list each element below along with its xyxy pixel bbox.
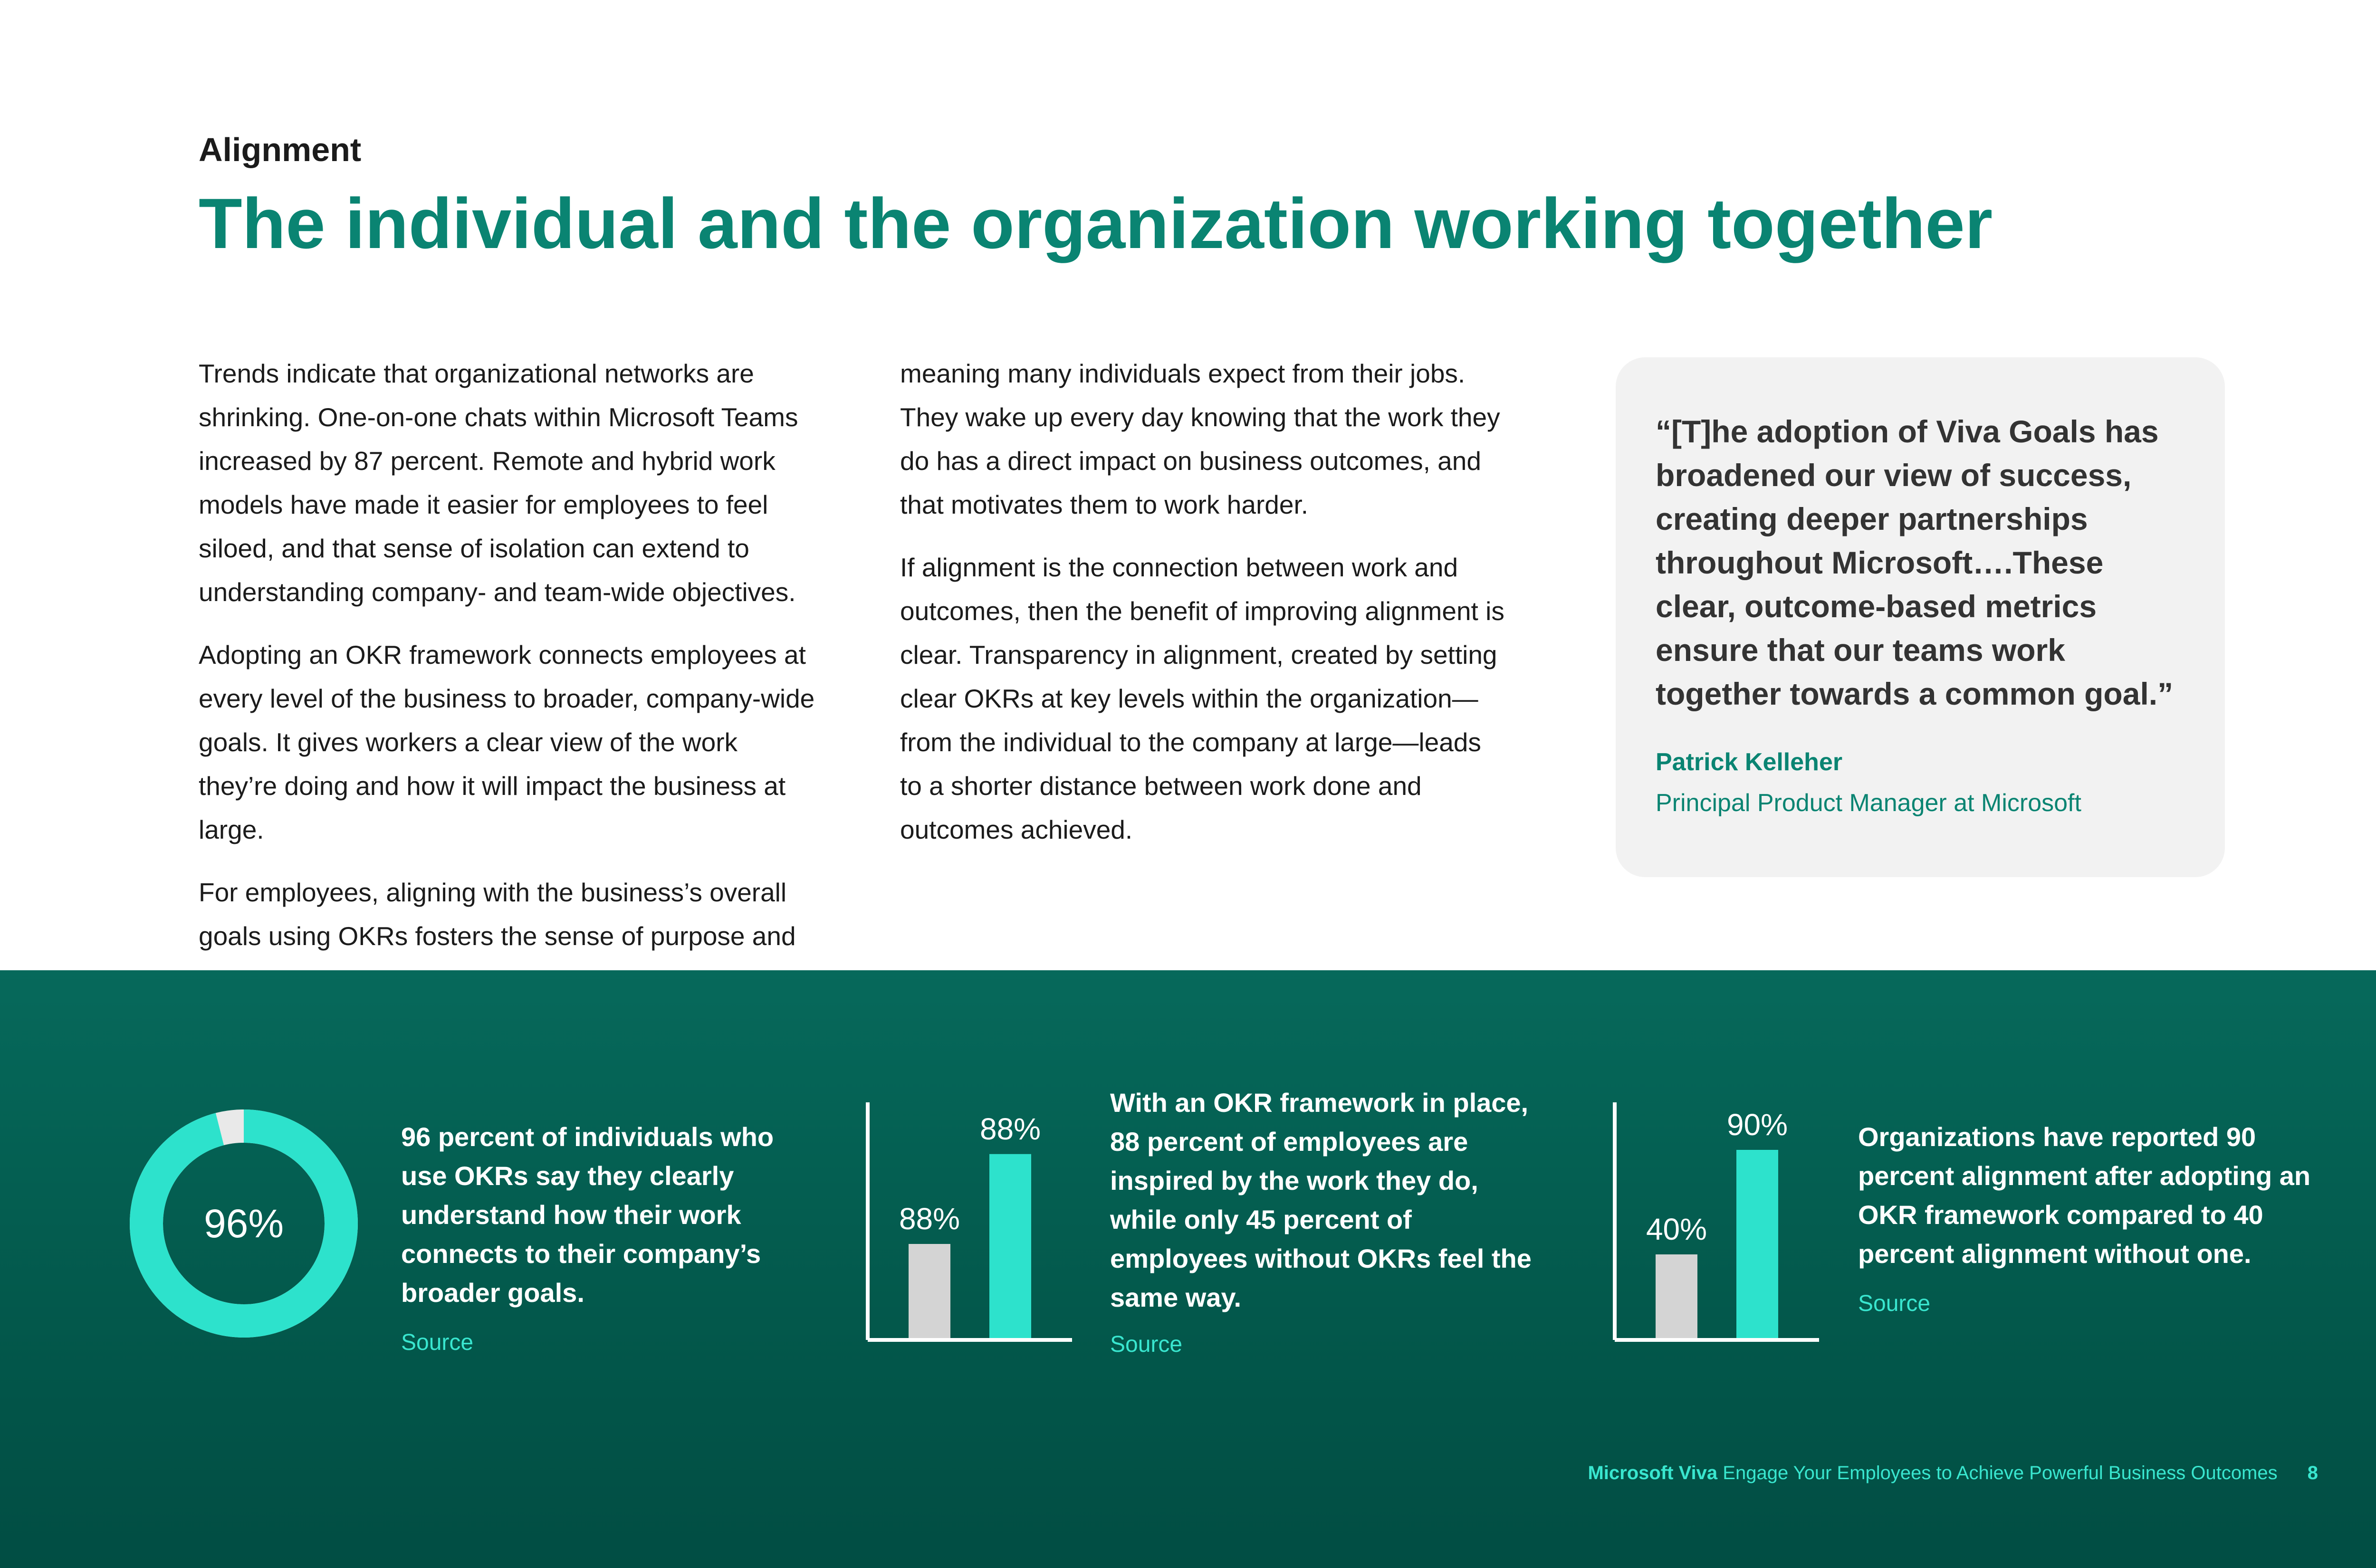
body-column-2 [900,352,1508,870]
bar-label-with-okr: 88% [979,1111,1041,1146]
bar-chart-3 [1612,1083,1821,1345]
quote-author-role: Principal Product Manager at Microsoft [1656,789,2081,817]
paragraph: For employees, aligning with the business’s overall goals using OKRs fosters the sense of purpose and [199,878,796,951]
page-footer [1588,1463,2318,1484]
donut-label: 96% [203,1201,284,1246]
quote-card [1616,357,2225,877]
page-number: 8 [2307,1463,2318,1483]
bar-label-without-okr: 40% [1646,1212,1707,1246]
quote-author-name: Patrick Kelleher [1656,748,1843,776]
bar-without-okr [909,1244,950,1338]
stat-3-text: Organizations have reported 90 percent alignment after adopting an OKR framework compared to 40 percent alignment without one. [1858,1122,2311,1269]
footer-brand: Microsoft Viva [1588,1463,1718,1483]
bar-with-okr [989,1154,1031,1338]
paragraph: If alignment is the connection between work and outcomes, then the benefit of improving alignment is clear. Transparency in alignment, created by setting clear OKRs at key levels within the organization—from the individual to the company at large—leads to a shorter distance between work done and outcomes achieved. [900,553,1504,844]
footer-title: Engage Your Employees to Achieve Powerful Business Outcomes [1723,1463,2278,1483]
donut-chart [127,1107,360,1340]
section-eyebrow: Alignment [199,131,362,168]
stat-1-text: 96 percent of individuals who use OKRs say they clearly understand how their work connects to their company’s broader goals. [401,1122,774,1308]
bar-with-okr [1736,1150,1778,1338]
stat-3-source-link[interactable]: Source [1858,1291,1931,1316]
bar-label-with-okr: 90% [1726,1108,1788,1142]
paragraph: Adopting an OKR framework connects employees at every level of the business to broader, company-wide goals. It gives workers a clear view of the work they’re doing and how it will impact the business at large. [199,640,815,844]
quote-text: “[T]he adoption of Viva Goals has broadened our view of success, creating deeper partnerships throughout Microsoft….These clear, outcome-based metrics ensure that our teams work together towards a common goal.” [1656,414,2174,711]
bar-without-okr [1656,1254,1697,1338]
paragraph: meaning many individuals expect from their jobs. They wake up every day knowing that the work they do has a direct impact on business outcomes, and that motivates them to work harder. [900,359,1500,519]
body-column-1 [199,352,816,977]
bar-label-without-okr: 88% [899,1202,960,1236]
stat-2-source-link[interactable]: Source [1110,1332,1183,1357]
stat-1-source-link[interactable]: Source [401,1330,474,1355]
page-title: The individual and the organization working together [199,183,1993,263]
bar-chart-2 [865,1083,1074,1345]
paragraph: Trends indicate that organizational networks are shrinking. One-on-one chats within Microsoft Teams increased by 87 percent. Remote and hybrid work models have made it easier for employees to feel siloed, and that sense of isolation can extend to understanding company- and team-wide objectives. [199,359,798,607]
stat-2-text: With an OKR framework in place, 88 percent of employees are inspired by the work they do, while only 45 percent of employees without OKRs feel the same way. [1110,1088,1532,1312]
